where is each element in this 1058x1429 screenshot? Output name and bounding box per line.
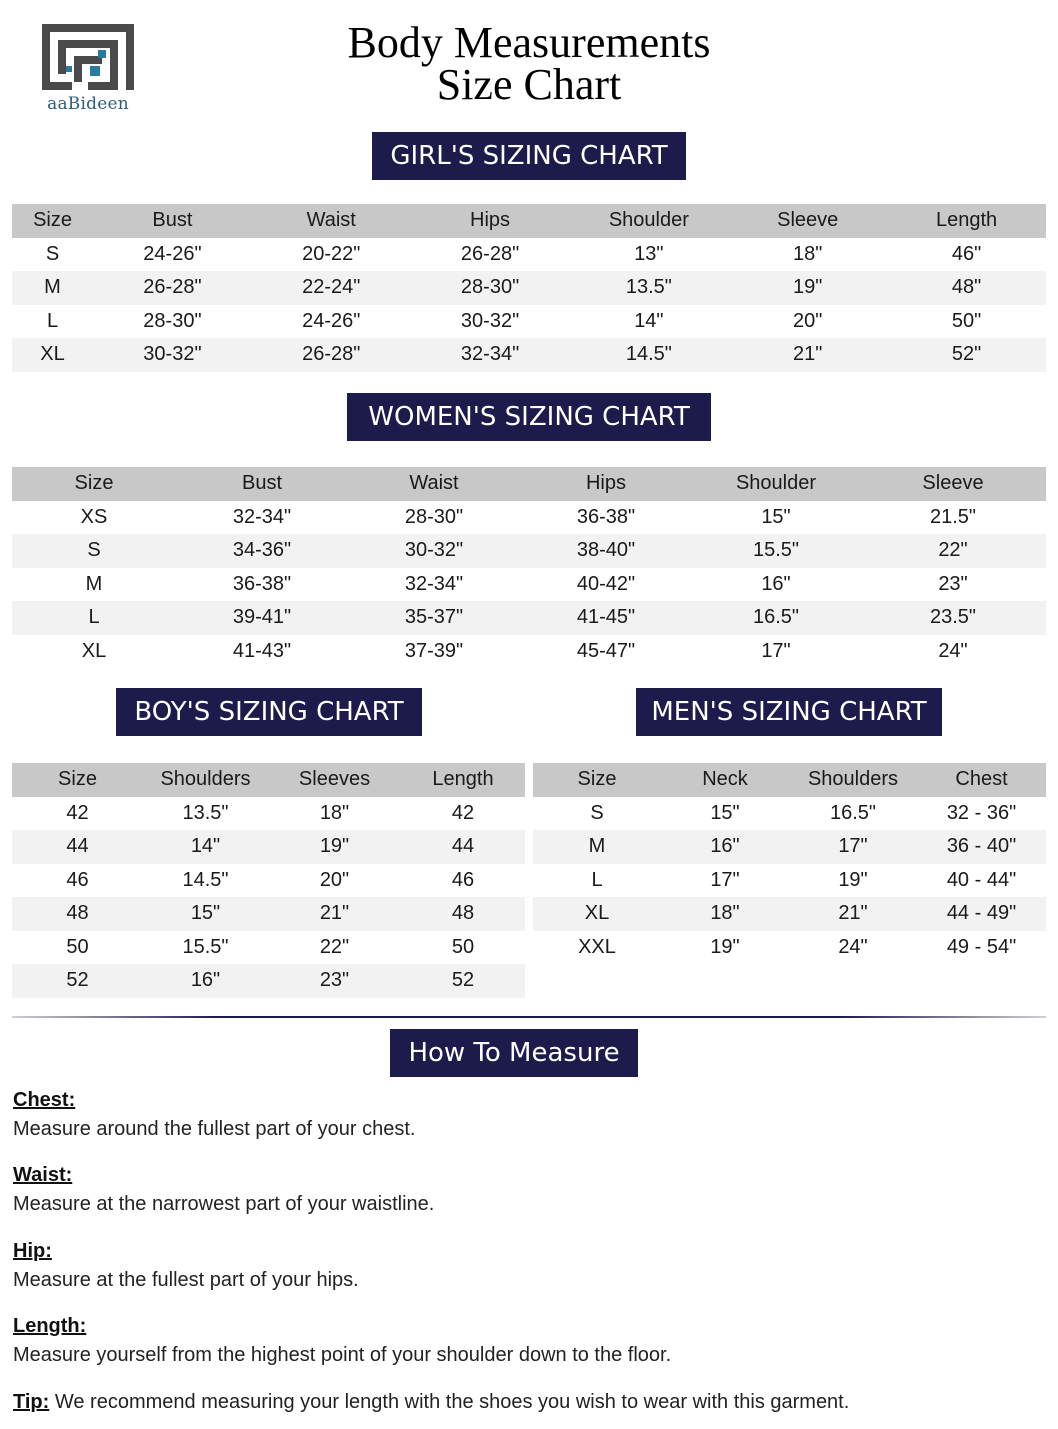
title-line-2: Size Chart xyxy=(436,60,622,109)
table-header-row xyxy=(12,763,525,797)
waist-instruction: Measure at the narrowest part of your waistline. xyxy=(13,1193,435,1215)
table-row xyxy=(533,864,1046,898)
table-cell: 15" xyxy=(190,902,221,925)
table-cell: 32-34" xyxy=(460,343,520,366)
table-cell: 17" xyxy=(838,835,868,858)
table-cell: XL xyxy=(584,902,610,925)
table-row xyxy=(12,501,1046,535)
table-cell: 19" xyxy=(710,935,740,958)
table-row xyxy=(12,271,1046,305)
table-cell: 14" xyxy=(190,835,221,858)
table-cell: 36 - 40" xyxy=(946,835,1017,858)
table-cell: 46 xyxy=(451,868,475,891)
table-cell: 32 - 36" xyxy=(946,801,1017,824)
table-cell: S xyxy=(590,801,604,824)
column-header: Sleeve xyxy=(777,209,839,232)
table-row xyxy=(533,830,1046,864)
table-cell: XS xyxy=(80,505,108,528)
women-banner: WOMEN'S SIZING CHART xyxy=(347,393,711,441)
table-cell: 30-32" xyxy=(404,539,464,562)
table-cell: 52 xyxy=(66,969,89,992)
table-row xyxy=(12,864,525,898)
table-cell: 16.5" xyxy=(829,801,877,824)
column-header: Length xyxy=(432,768,494,791)
table-cell: 21.5" xyxy=(929,505,977,528)
table-cell: 16.5" xyxy=(752,606,800,629)
column-header: Size xyxy=(577,768,617,791)
table-row xyxy=(533,897,1046,931)
girls-banner: GIRL'S SIZING CHART xyxy=(372,132,686,180)
table-cell: 36-38" xyxy=(576,505,636,528)
table-cell: 21" xyxy=(319,902,350,925)
table-cell: 48 xyxy=(66,902,89,925)
table-cell: 15" xyxy=(761,505,791,528)
table-row xyxy=(12,830,525,864)
table-row xyxy=(12,897,525,931)
table-cell: 20-22" xyxy=(302,242,361,265)
table-cell: 28-30" xyxy=(143,309,202,332)
table-cell: 45-47" xyxy=(576,639,636,662)
table-cell: S xyxy=(87,539,101,562)
table-cell: 28-30" xyxy=(404,505,464,528)
table-cell: 36-38" xyxy=(232,572,292,595)
table-cell: 50" xyxy=(951,309,982,332)
length-instruction: Measure yourself from the highest point of your shoulder down to the floor. xyxy=(13,1344,672,1366)
table-cell: XXL xyxy=(578,935,616,958)
column-header: Size xyxy=(58,768,97,791)
table-cell: 48" xyxy=(951,276,982,299)
how-to-measure-banner: How To Measure xyxy=(390,1029,638,1077)
column-header: Waist xyxy=(306,209,356,232)
column-header: Bust xyxy=(152,209,193,232)
column-header: Shoulder xyxy=(608,209,689,232)
column-header: Sleeve xyxy=(922,472,984,495)
table-cell: 46" xyxy=(951,242,982,265)
table-cell: L xyxy=(46,309,59,332)
table-cell: 40-42" xyxy=(576,572,636,595)
hip-instruction: Measure at the fullest part of your hips. xyxy=(13,1269,359,1291)
table-cell: 32-34" xyxy=(404,572,464,595)
table-cell: 13.5" xyxy=(625,276,672,299)
table-row xyxy=(533,797,1046,831)
table-cell: 16" xyxy=(190,969,221,992)
table-row xyxy=(12,931,525,965)
table-cell: 46 xyxy=(66,868,89,891)
table-cell: 17" xyxy=(761,639,791,662)
table-cell: 52 xyxy=(451,969,475,992)
table-cell: 42 xyxy=(451,801,475,824)
table-cell: 18" xyxy=(793,242,823,265)
table-cell: S xyxy=(45,242,60,265)
logo-wordmark: aaBideen xyxy=(47,94,129,114)
table-cell: 26-28" xyxy=(302,343,361,366)
table-cell: 14.5" xyxy=(625,343,672,366)
table-cell: 15" xyxy=(710,801,740,824)
chest-instruction: Measure around the fullest part of your chest. xyxy=(13,1118,416,1140)
column-header: Chest xyxy=(955,768,1008,791)
table-cell: 41-43" xyxy=(232,639,292,662)
table-cell: 18" xyxy=(710,902,740,925)
length-label: Length: xyxy=(13,1315,87,1337)
table-row xyxy=(12,635,1046,669)
column-header: Hips xyxy=(585,472,626,495)
table-cell: 20" xyxy=(793,309,823,332)
table-row xyxy=(533,931,1046,965)
table-cell: 14" xyxy=(634,309,664,332)
table-header-row xyxy=(12,467,1046,501)
boys-banner: BOY'S SIZING CHART xyxy=(116,688,422,736)
table-cell: 13" xyxy=(634,242,664,265)
table-cell: 44 xyxy=(66,835,89,858)
column-header: Shoulders xyxy=(807,768,899,791)
table-cell: 34-36" xyxy=(232,539,292,562)
table-cell: 44 - 49" xyxy=(946,902,1017,925)
table-cell: 16" xyxy=(761,572,791,595)
table-row xyxy=(12,534,1046,568)
tip-label: Tip: xyxy=(13,1391,50,1413)
table-cell: 26-28" xyxy=(460,242,520,265)
column-header: Shoulder xyxy=(735,472,817,495)
table-cell: XL xyxy=(40,343,65,366)
table-cell: 24-26" xyxy=(302,309,361,332)
column-header: Hips xyxy=(470,209,511,232)
table-cell: 17" xyxy=(710,868,740,891)
column-header: Bust xyxy=(241,472,283,495)
column-header: Shoulders xyxy=(160,768,251,791)
column-header: Neck xyxy=(702,768,748,791)
table-cell: XL xyxy=(81,639,107,662)
column-header: Length xyxy=(935,209,998,232)
table-cell: 49 - 54" xyxy=(946,935,1017,958)
table-cell: 30-32" xyxy=(143,343,202,366)
table-cell: 22" xyxy=(938,539,968,562)
table-cell: 20" xyxy=(319,868,350,891)
table-cell: L xyxy=(591,868,603,891)
hip-label: Hip: xyxy=(13,1240,52,1262)
table-cell: 19" xyxy=(793,276,823,299)
table-cell: 16" xyxy=(710,835,740,858)
table-cell: 18" xyxy=(319,801,350,824)
waist-label: Waist: xyxy=(13,1164,73,1186)
table-row xyxy=(12,305,1046,339)
table-cell: 14.5" xyxy=(182,868,229,891)
table-header-row xyxy=(533,763,1046,797)
chest-label: Chest: xyxy=(13,1089,76,1111)
table-cell: M xyxy=(588,835,606,858)
table-cell: 50 xyxy=(451,935,475,958)
column-header: Size xyxy=(33,209,72,232)
table-cell: 52" xyxy=(951,343,982,366)
table-cell: 26-28" xyxy=(143,276,202,299)
women-size-table xyxy=(12,467,1046,668)
table-cell: 19" xyxy=(319,835,350,858)
table-row xyxy=(12,601,1046,635)
table-cell: 15.5" xyxy=(752,539,800,562)
table-cell: 22-24" xyxy=(302,276,361,299)
table-cell: 44 xyxy=(451,835,475,858)
table-cell: 38-40" xyxy=(576,539,636,562)
table-cell: 42 xyxy=(66,801,89,824)
page-title xyxy=(0,18,1058,109)
men-size-table xyxy=(533,763,1046,964)
table-cell: 23.5" xyxy=(929,606,977,629)
title-line-1: Body Measurements xyxy=(347,18,711,67)
table-row xyxy=(12,238,1046,272)
table-cell: 19" xyxy=(838,868,868,891)
boys-size-table xyxy=(12,763,525,998)
table-cell: 23" xyxy=(319,969,350,992)
table-cell: 39-41" xyxy=(232,606,292,629)
table-cell: 48 xyxy=(451,902,475,925)
table-cell: M xyxy=(44,276,61,299)
table-cell: 50 xyxy=(66,935,89,958)
table-cell: 24" xyxy=(938,639,968,662)
table-cell: 41-45" xyxy=(576,606,636,629)
table-cell: 32-34" xyxy=(232,505,292,528)
table-cell: 21" xyxy=(838,902,868,925)
table-row xyxy=(12,568,1046,602)
girls-size-table xyxy=(12,204,1046,372)
table-cell: 22" xyxy=(319,935,350,958)
tip-text: We recommend measuring your length with the shoes you wish to wear with this garment. xyxy=(49,1391,850,1413)
table-cell: 15.5" xyxy=(182,935,229,958)
table-cell: 24-26" xyxy=(143,242,202,265)
table-cell: L xyxy=(88,606,100,629)
column-header: Size xyxy=(74,472,114,495)
table-cell: 28-30" xyxy=(460,276,520,299)
table-cell: M xyxy=(85,572,103,595)
table-row xyxy=(12,338,1046,372)
column-header: Sleeves xyxy=(298,768,371,791)
table-cell: 24" xyxy=(838,935,868,958)
table-cell: 23" xyxy=(938,572,968,595)
section-divider xyxy=(12,1016,1046,1018)
table-cell: 35-37" xyxy=(404,606,464,629)
men-banner: MEN'S SIZING CHART xyxy=(636,688,942,736)
table-row xyxy=(12,964,525,998)
column-header: Waist xyxy=(409,472,459,495)
table-row xyxy=(12,797,525,831)
table-header-row xyxy=(12,204,1046,238)
table-cell: 13.5" xyxy=(182,801,229,824)
table-cell: 21" xyxy=(793,343,823,366)
tip-line xyxy=(13,1391,849,1414)
table-cell: 40 - 44" xyxy=(946,868,1017,891)
table-cell: 30-32" xyxy=(460,309,520,332)
table-cell: 37-39" xyxy=(404,639,464,662)
